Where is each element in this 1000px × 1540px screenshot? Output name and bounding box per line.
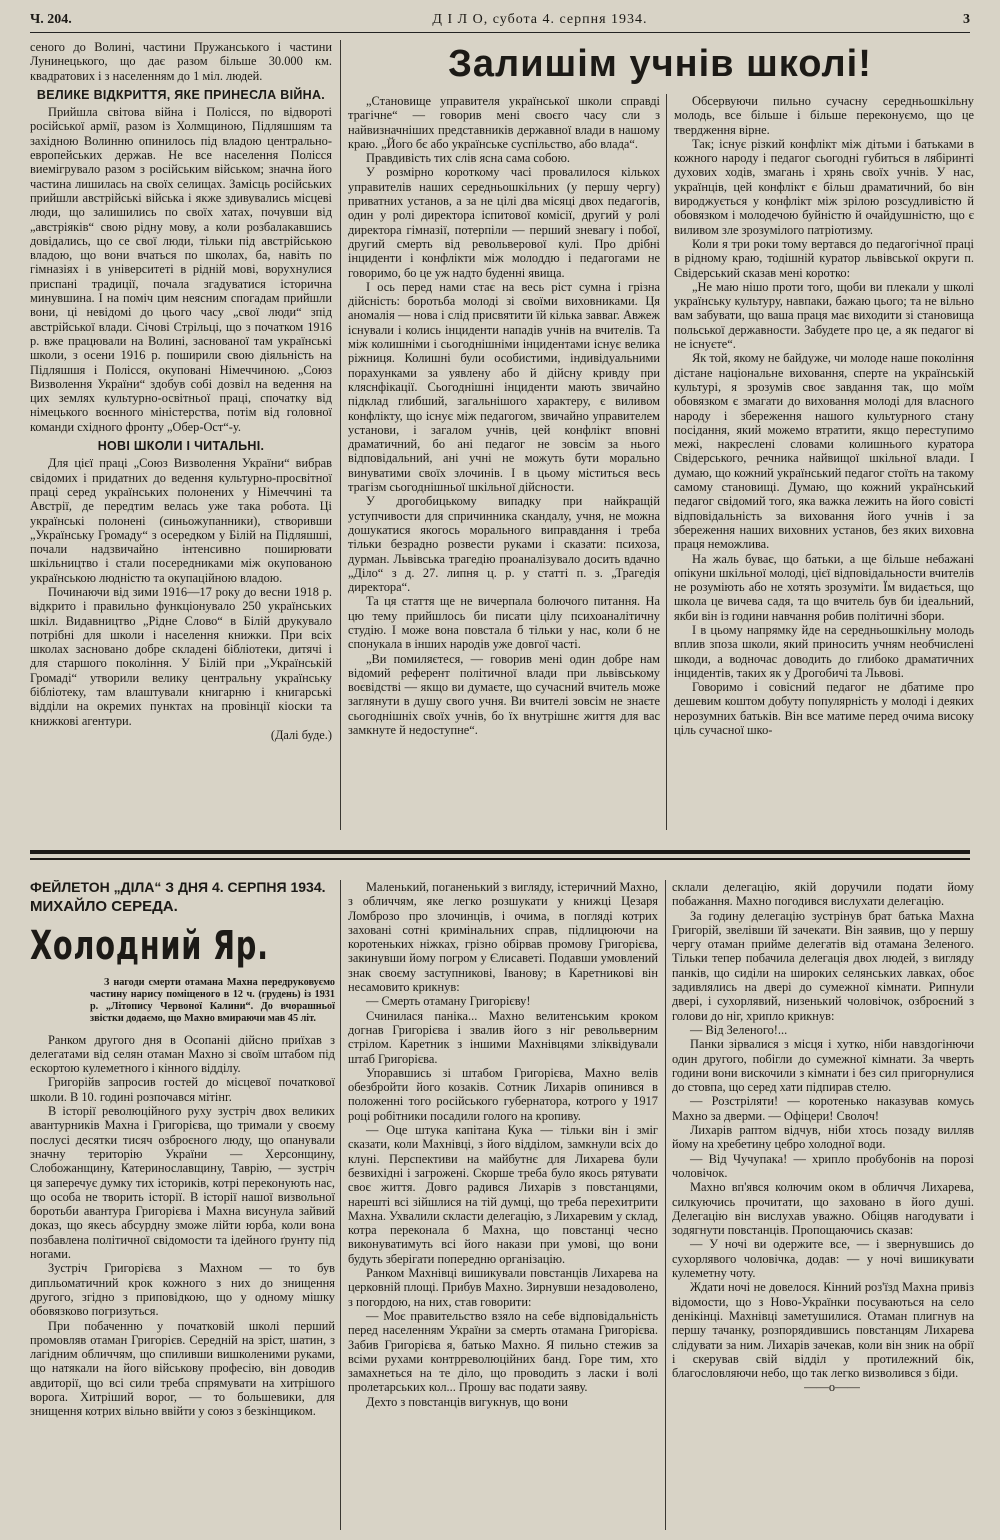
column-rule	[340, 40, 341, 830]
article-title: Залишім учнів школі!	[448, 43, 872, 85]
feuilleton-heading: ФЕЙЛЕТОН „ДІЛА“ З ДНЯ 4. СЕРПНЯ 1934.	[30, 880, 326, 895]
column-rule	[340, 880, 341, 1530]
author-name: МИХАЙЛО СЕРЕДА.	[30, 898, 178, 916]
paragraph: — Моє правительство взяло на себе відповідальність перед населенням України за смерть отамана Григорієва. Забив Григорієва я, батько Махно. Я пильно стежив за всіми рухами контрреволюційних банд. Горе тим, хто замахнеться на те діло, що проводить з ласки і волі пролетарських кол... Прошу вас подати заяву.	[348, 1308, 658, 1395]
issue-number: Ч. 204.	[30, 12, 72, 27]
feuilleton-column-1	[30, 880, 335, 1530]
paragraph: Для цієї праці „Союз Визволення України“ вибрав свідомих і придатних до ведення культурно-просвітної праці серед українських полонених у Німеччині та Австрії, де передтим велась уже така робота. Ці українські полонені (синьожупанники), створивши „Українську Громаду“ з осередком у Білій на Підляшші, почали надзвичайно інтенсивно поширювати шкільництво і стали посередниками між окупованою українською людністю та окупаційною владою.	[30, 456, 332, 585]
paragraph: Починаючи від зими 1916—17 року до весни 1918 р. відкрито і правильно функціонувало 250 українських шкіл. Видавництво „Рідне Слово“ в Білій друкувало потрібні для школи і населення книжки. При всіх школах засновано добре складені бібліотеки, дитячі і для старшого покоління. У Білій при „Українській Громаді“ утворили велику центральну українську бібліотеку, там влаштували книгарню і книгарські відділи на окремих пунктах на провінції кіоски та книжкові агентури.	[30, 584, 332, 728]
paragraph: У дрогобицькому випадку при найкращій уступчивости для спричинника скандалу, учня, не можна дошукатися якогось морального виправдання і треба тільки безрадно розвести руками і сказати: психоза, дурман. Львівська трагедію проаналізувало досить вдачно „Діло“ з д. 27. липня ц. р. у статті п. з. „Трагедія директора“.	[348, 494, 660, 595]
paragraph: — Від Чучупака! — хрипло пробубонів на порозі чоловічок.	[672, 1151, 974, 1180]
paragraph: Ранком другого дня в Осопаніі дійсно приїхав з делегатами від селян отаман Махно зі своїм штабом під ескортою кулеметного і кінного відділу.	[30, 1032, 335, 1076]
paragraph: „Ви помиляєтеся, — говорив мені один добре нам відомий референт політичної влади при львівському воєвідстві — якщо ви думаєте, що сучасний вчитель може заглянути в душу свого учня. Ви вчителі зовсім не знаєте сьогоднішніх своїх учнів, бо їх внутрішнє життя для вас замкнуте й недоступне“.	[348, 651, 660, 738]
paragraph: Говоримо і совісний педагог не дбатиме про дешевим коштом добуту популярність у молоді і деяких нерозумних батьків. Він все матиме перед очима високу ціль сучасної шко-	[674, 680, 974, 738]
paragraph: Махно вп'явся колючим оком в обличчя Лихарева, силкуючись прочитати, що заховано в його душі. Делегацію він вислухав уважно. Обіцяв нагодувати і зодягнути повстанців. Пропощаючись сказав:	[672, 1180, 974, 1238]
paragraph: Дехто з повстанців вигукнув, що вони	[366, 1394, 568, 1409]
paragraph: І ось перед нами стає на весь ріст сумна і грізна дійсність: боротьба молоді зі своїми виховниками. Ця аномалія — нова і слід присвятити їй кілька завваг. Авжеж існували і колись інциденти нападів учнів на вчителів. Та між колишніми і сьогоднішніми інцидентами існує велика ріжниця. Колишні були особистими, індивідуальними порахунками за уявлену або й дійсну кривду при кляснфікації. Сьогоднішні інциденти мають звичайно підклад глибший, загальнішого характеру, є виливом конфлікту, що існує між педагогом, звичайно управителем установи, і загалом учнів, цей конфлікт вповні драматичний, бо ані педагог не зовсім за нього відповідальний, ані учні не можуть бути морально винуватими своїх злочинів. І в цьому міститься весь трагізм сьогоднішньої шкільної дійсности.	[348, 279, 660, 495]
paragraph: — У ночі ви одержите все, — і звернувшись до сухорлявого чоловічка, додав: — у ночі вишикувати кулеметну чоту.	[672, 1237, 974, 1281]
paragraph: Правдивість тих слів ясна сама собою.	[366, 151, 570, 166]
section-heading: НОВІ ШКОЛИ І ЧИТАЛЬНІ.	[97, 439, 265, 454]
paragraph: „Становище управителя української школи справді трагічне“ — говорив мені своєго часу сли з найвизначніших представників державної влади в нашому краю. „Його бє або українське суспільство, або влада“.	[348, 94, 660, 151]
paragraph: склали делегацію, якій доручили подати йому побажання. Махно погодився вислухати делегацію.	[672, 880, 974, 909]
paragraph: Прийшла світова війна і Полісся, по відвороті російської армії, разом із Холмщиною, Підляшшям та західною Волинню опинилось під владою центрально-европейських держав. Не все населення Полісся виемігрувало разом з російським військом; значна його частина лишилась на своїх селищах. Замісць російських прийшли австрійські війська і якже здивувались місцеві люди, що залишились по своїх хатах, почувши від „австріяків“ свою рідну мову, а коли розбалакавшись довідались, що се свої люди, тільки під австрійською владою, що вони вчаться по школах, ба, навіть по гімназіях і в університеті в рідній мові, ворухнулися приспані традиції, почала згадуватися історична минувшина. І на поміч цим неясним спогадам прийшли вони, ці невідомі до цього часу „свої люди“ зпід австрійської влади. Січові Стрільці, що з початком 1916 р. вже працювали на Волині, заснованої там українські школи, з осени 1916 р. поширили свою діяльність на Підляшшя і Полісся, окуповані Німеччиною. „Союз Визволення України“ здобув собі дозвіл на ведення на цих землях культурно-освітньої праці, спочатку від німецького воєнного міністерства, потім від головної команди східного фронту „Обер-Ост“-у.	[30, 105, 332, 434]
paragraph: В історії революційного руху зустріч двох великих авантурників Махна і Григорієва, що тримали у своєму послусі десятки тисяч озброєного люду, що опанували значну територію України — Херсонщину, Слобожанщину, Катеринославщину, Таврію, — зустріч ця заперечує думку тих істориків, котрі переконують нас, що особа не творить історії. В історії нашої визвольної боротьби авантура Григорієва і Махна висунула зайвий доказ, що якесь абсурдну зможе лійти юрба, коли вона позбавлена політичної свідомости та ідейного ґрунту під ногами.	[30, 1104, 335, 1262]
paragraph: Обсервуючи пильно сучасну середньошкільну молодь, все більше і більше переконуємо, що це твердження вірне.	[674, 94, 974, 137]
paragraph: сеного до Волині, частини Пружанського і частини Лунинецького, що дає разом більше 30.000 км. квадратових і з населенням до 1 міл. людей.	[30, 40, 332, 83]
column-rule	[665, 880, 666, 1530]
feuilleton-title: Холодний Яр.	[30, 922, 269, 969]
paragraph: Так; існує різкий конфлікт між дітьми і батьками в кожного народу і педагог сьогодні губиться в лябіринті духових ходів, змагань і хрянь своїх учнів. У нас, українців, цей конфлікт є більш драматичний, бо він вироджується у конфлікт між зрілою розсудливістю й обовязком і молодечою буйністю й очайдушністю, що є виливом зле зрозумілого патріотизму.	[674, 136, 974, 237]
paragraph: — Від Зеленого!...	[690, 1022, 788, 1037]
end-mark: ——о——	[804, 1380, 860, 1395]
paragraph: — Розстріляти! — коротенько наказував комусь Махно за дверми. — Офіцери! Сволоч!	[672, 1094, 974, 1123]
history-column	[30, 40, 332, 830]
section-divider	[30, 858, 970, 860]
masthead-date: Д І Л О, субота 4. серпня 1934.	[432, 12, 648, 27]
paragraph: При побаченню у початковій школі перший промовляв отаман Григорієв. Середній на зріст, шатин, з лагідним обличчям, що спиливши вишколеними руками, що натякали на його військову професію, він доводив авдиторії, що всі сили треба спрямувати на хитрішого ворога. Хитріший ворог, — то большевики, для знищення котрих вільно ввійти у союз з безкінщиком.	[30, 1318, 335, 1419]
paragraph: Счинилася паніка... Махно велитенським кроком догнав Григорієва і звалив його з ніг револьверним стрілом. Каретник з іншими Махнівцями зліквідували штаб Григорієва.	[348, 1008, 658, 1066]
feuilleton-column-2	[348, 880, 658, 1530]
article-column-2	[674, 94, 974, 830]
paragraph: „Не маю нішо проти того, щоби ви плекали у школі українську культуру, навпаки, бажаю цього; та не вільно вам забувати, що ваша праця має виходити зі становища польської державности. Забудете про це, а як педагог ві не існуєте“.	[674, 279, 974, 352]
continuation-note: (Далі буде.)	[270, 727, 332, 742]
paragraph: Панки зірвалися з місця і хутко, ніби навздогінючи один другого, побігли до сумежної кімнати. За чверть години вони вискочили з кімнати і без сил пригорнулися до стовпа, що серед хати підпирав стелю.	[672, 1037, 974, 1095]
paragraph: На жаль буває, що батьки, а ще більше небажані опікуни шкільної молоді, цієї відповідальности вчителів не розуміють або не хотять зрозуміти. Їм видається, що школа це вичева садя, та що вчитель був би ідеальний, якби він із години навчання робив політичні збори.	[674, 551, 974, 623]
paragraph: Маленький, поганенький з вигляду, істеричний Махно, з обличчям, яке легко розшукати у книжці Цезаря Ломброзо про злочинців, і очима, в погляді котрих заховані сотні кримінальних справ, підлицюючи на коротеньких ніжках, грізно обірвав промову Григорієва, закинувши йому погром у Єлисаветі. Подавши умовлений знак своєму заступникові, Іванову; в Каретникові він несамовито крикнув:	[348, 880, 658, 995]
paragraph: Упоравшись зі штабом Григорієва, Махно велів обезбройти його козаків. Сотник Лихарів опинився в положенні того російського губернатора, котрого у 1917 році робітники посадили голого на кропиву.	[348, 1065, 658, 1123]
page-header	[30, 8, 970, 33]
paragraph: — Смерть отаману Григорієву!	[366, 994, 531, 1009]
paragraph: Ждати ночі не довелося. Кінний роз'їзд Махна привіз відомости, що з Ново-Українки посуваються на село денікінці. Махнівці заметушилися. Отаман плигнув на першу тачанку, розпорядившись повстанцям Лихарева слідувати за ним. Лихарів зачекав, коли він зник на обрії і скерував свій відділ у протилежний бік, благословляючи небо, що так легко визволився з біди.	[672, 1280, 974, 1381]
section-heading: ВЕЛИКЕ ВІДКРИТТЯ, ЯКЕ ПРИНЕСЛА ВІЙНА.	[36, 87, 326, 102]
article-column-1	[348, 94, 660, 830]
section-divider	[30, 850, 970, 854]
paragraph: Ранком Махнівці вишикували повстанців Лихарева на церковній площі. Прибув Махно. Зирнувши незадоволено, з погордою, на них, став говорити:	[348, 1266, 658, 1309]
paragraph: Григорійв запросив гостей до місцевої початкової школи. В 10. годині розпочався мітінг.	[30, 1075, 335, 1104]
paragraph: За годину делегацію зустрінув брат батька Махна Григорій, звелівши їй зачекати. Він заявив, що у першу чергу отаман прийме делегатів від отамана Зеленого. Тільки тепер побачила делегація двох людей, з вигляду панків, що сиділи на широких селянських лавках, обоє задивлялись на двері до сумежної кімнати. Рипнули двері, і сухорлявий, низенький чоловічок, озброєний з голови до ніг, хрипло крикнув:	[672, 908, 974, 1023]
editorial-note: З нагоди смерти отамана Махна передруковуємо частину нарису поміщеного в 12 ч. (грудень) із 1931 р. „Літопису Червоної Калини“. До вчорашньої звістки додаємо, що Махно вмираючи мав 45 літ.	[90, 976, 335, 1024]
paragraph: У розмірно короткому часі провалилося кількох управителів наших середньошкільних (у першу чергу) приватних установ, а за не цілі два місяці двох педагогів, один у ролі директора іспитової комісії, другий у ролі директора гімназії, потерпіли — перший зневагу і побої, другий смерть від револьверової кулі. Про дрібні інциденти і конфлікти між молоддю і педагогами не говоримо, бо це уж надто буденні явища.	[348, 165, 660, 280]
paragraph: Коли я три роки тому вертався до педагогічної праці в рідному краю, тодішній куратор львівської округи п. Свідерський сказав мені коротко:	[674, 236, 974, 280]
feuilleton-column-3	[672, 880, 974, 1530]
paragraph: Як той, якому не байдуже, чи молоде наше покоління дістане національне виховання, сперте на українській культурі, я зрозумів своє завдання так, що моїм обовязком є змагати до виховання молоді для власного народу і збереження нашого культурного стану посідання, який можемо втратити, якщо переступимо межі, накреслені словами колишнього куратора Свідерського, речника найвищої шкільної влади. І думаю, що кожний український педагог стоїть на такому самому становищі. Думаю, що кожний український педагог свідомий того, яка важка лежить на його совісті відповідальність за виховання його учнів і за збереження наших виховних установ, без яких виховна праця неможлива.	[674, 351, 974, 552]
paragraph: Лихарів раптом відчув, ніби хтось позаду вилляв йому на хребетину цебро холодної води.	[672, 1123, 974, 1152]
paragraph: Зустріч Григорієва з Махном — то був дипльоматичний крок кожного з них до знищення другого, згідно з приповідкою, що у одному мішку обовязково погризуться.	[30, 1261, 335, 1319]
page-number: 3	[963, 12, 970, 27]
column-rule	[666, 94, 667, 830]
paragraph: І в цьому напрямку йде на середньошкільну молодь вплив зпоза школи, який приносить учням необчислені шкоди, а водночас доводить до глибоко драматичних інцидентів, таких як у Дрогобичі та Львові.	[674, 622, 974, 680]
paragraph: Та ця стаття ще не вичерпала болючого питання. На цю тему прийшлось би писати цілу психоаналітичну студію. І може вона повстала б тільки у нас, коли б не спонукала в інших народів уже довгої часті.	[348, 594, 660, 652]
paragraph: — Оце штука капітана Кука — тільки він і зміг сказати, коли Махнівці, з його відділом, замкнули всіх до клуні. Перспективи на майбутнє для Лихарева були безвихідні і загрожені. Скорше треба було якось рятувати своє життя. Довго радився Лихарів з повстанцями, нарешті всі зійшлися на тій думці, що треба перехитрити Махна. Ухвалили скласти делегацію, з Лихаревим у склад, котра переконала б Махна, що повстанці чесно виконуватимуть всі його накази при умові, що вони будуть зберігати попередню організацію.	[348, 1123, 658, 1266]
